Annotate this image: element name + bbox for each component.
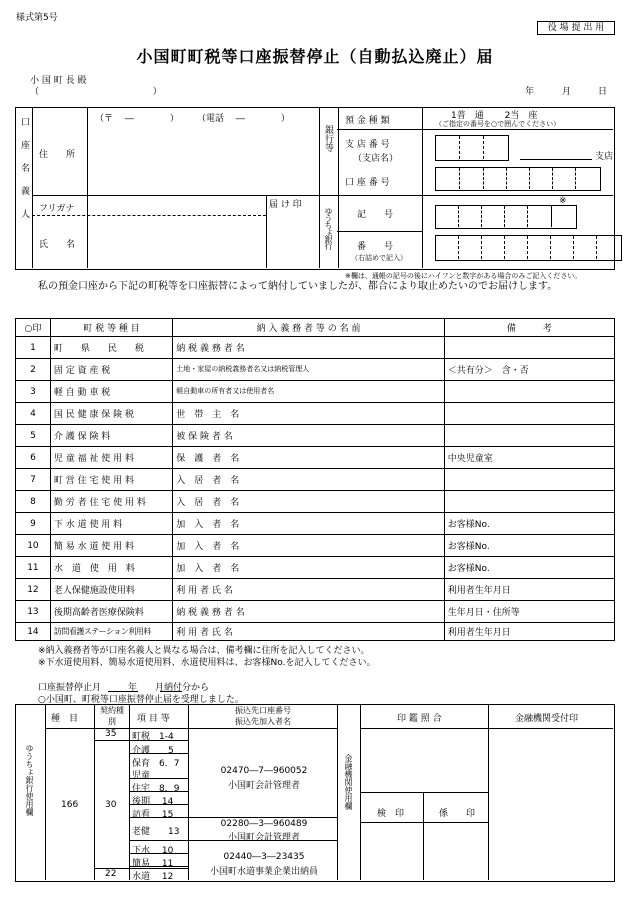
phone-number: （電話 ― ） [197, 114, 290, 124]
account-block [15, 107, 615, 270]
row-payer: 入 居 者 名 [173, 469, 444, 491]
header-mark: ○印 [16, 319, 51, 337]
row-payer: 利 用 者 氏 名 [173, 623, 444, 641]
row-remarks: お客様No. [444, 513, 614, 535]
table-row [16, 557, 615, 579]
contract-22: 22 [105, 869, 117, 879]
table-row [16, 447, 615, 469]
office-stamp: 役 場 提 出 用 [537, 21, 615, 35]
row-payer: 世 帯 主 名 [173, 403, 444, 425]
table-row [16, 491, 615, 513]
stop-month-line: 口座振替停止月 年 月納付分から [38, 683, 210, 693]
accepted-line: ○小国町、町税等口座振替停止届を受理しました。 [38, 695, 244, 705]
row-tax-type: 勤 労 者 住 宅 使 用 料 [50, 491, 172, 513]
row-payer: 加 入 者 名 [173, 557, 444, 579]
page-title: 小国町町税等口座振替停止（自動払込廃止）届 [136, 47, 494, 66]
yucho-note: ※欄は、通帳の記号の後にハイフンと数字がある場合のみご記入ください。 [345, 272, 582, 280]
addressee: 小 国 町 長 殿 [30, 76, 87, 86]
row-tax-type: 介 護 保 険 料 [50, 425, 172, 447]
row-remarks [444, 469, 614, 491]
row-remarks: お客様No. [444, 535, 614, 557]
item-0: 町税 1-4 [132, 732, 174, 742]
row-tax-type: 町 営 住 宅 使 用 料 [50, 469, 172, 491]
table-row [16, 403, 615, 425]
yucho-use-label: ゆうちょ銀行使用欄 [25, 744, 34, 816]
row-remarks [444, 403, 614, 425]
form-number: 様式第5号 [16, 13, 58, 23]
row-number[interactable]: 12 [16, 579, 51, 601]
row-remarks: 生年月日・住所等 [444, 601, 614, 623]
deposit-note: （ご指定の番号を○で囲んでください） [435, 120, 561, 128]
row-tax-type: 水 道 使 用 料 [50, 557, 172, 579]
dest1-name: 小国町会計管理者 [227, 781, 300, 791]
account-label: 口 座 番 号 [345, 178, 390, 188]
item-6: 訪看 15 [132, 810, 174, 820]
bank-side-label: 銀行等 [323, 125, 333, 152]
row-number[interactable]: 2 [16, 359, 51, 381]
row-remarks: 中央児童室 [444, 447, 614, 469]
branch-number-input[interactable] [435, 135, 509, 161]
table-row [16, 425, 615, 447]
row-payer: 加 入 者 名 [173, 535, 444, 557]
table-row [16, 469, 615, 491]
address-label: 住 所 [39, 150, 76, 160]
row-payer: 加 入 者 名 [173, 513, 444, 535]
seal-check: 印 鑑 照 合 [397, 714, 442, 724]
row-remarks [444, 491, 614, 513]
yucho-symbol-label: 記 号 [357, 210, 394, 220]
row-tax-type: 国 民 健 康 保 険 税 [50, 403, 172, 425]
item-2: 保育 6．7 [132, 759, 180, 769]
row-tax-type: 後期高齢者医療保険料 [50, 601, 172, 623]
row-number[interactable]: 13 [16, 601, 51, 623]
yucho-number-sub: （右詰めで記入） [351, 254, 407, 262]
table-row [16, 513, 615, 535]
row-number[interactable]: 3 [16, 381, 51, 403]
row-remarks: 利用者生年月日 [444, 623, 614, 641]
deposit-type-label: 預 金 種 類 [345, 116, 390, 126]
row-tax-type: 下 水 道 使 用 料 [50, 513, 172, 535]
item-8: 下水 10 [132, 846, 174, 856]
row-tax-type: 老人保健施設使用料 [50, 579, 172, 601]
dest2-name: 小国町会計管理者 [227, 833, 300, 843]
yucho-symbol-input[interactable] [435, 205, 577, 229]
header-type: 町 税 等 種 目 [50, 319, 172, 337]
row-remarks [444, 381, 614, 403]
table-row [16, 359, 615, 381]
row-number[interactable]: 11 [16, 557, 51, 579]
contract-30: 30 [105, 800, 117, 810]
item-10: 水道 12 [132, 872, 174, 882]
row-number[interactable]: 14 [16, 623, 51, 641]
header-payer: 納 入 義 務 者 等 の 名 前 [173, 319, 444, 337]
inspect-seal: 検 印 [377, 809, 405, 819]
row-payer: 被 保 険 者 名 [173, 425, 444, 447]
h-kind: 種 目 [51, 714, 79, 724]
yucho-side-label: ゆうちょ銀行 [324, 207, 333, 249]
table-row [16, 381, 615, 403]
row-remarks [444, 425, 614, 447]
clerk-seal: 係 印 [439, 809, 476, 819]
postal-code: （〒 ― ） [95, 114, 179, 124]
note-2: ※下水道使用料、簡易水道使用料、水道使用料は、お客様No.を記入してください。 [38, 658, 376, 668]
dest3-name: 小国町水道事業企業出納員 [209, 867, 318, 877]
date-month: 月 [562, 87, 572, 97]
h-dest: 振込先口座番号 振込先加入者名 [235, 706, 291, 726]
deposit-options: 1普 通 2当 座 [451, 111, 538, 121]
row-number[interactable]: 1 [16, 337, 51, 359]
table-row [16, 337, 615, 359]
table-row [16, 601, 615, 623]
header-remarks: 備 考 [444, 319, 614, 337]
seal-label: 届 け 印 [269, 200, 302, 210]
name-label: 氏 名 [39, 240, 76, 250]
fin-use-label: 金融機関使用欄 [344, 754, 353, 810]
dest1-account: 02470―7―960052 [220, 766, 308, 776]
row-payer: 保 護 者 名 [173, 447, 444, 469]
row-tax-type: 固 定 資 産 税 [50, 359, 172, 381]
branch-label: 支 店 番 号 [345, 140, 390, 150]
table-row [16, 535, 615, 557]
dest2-account: 02280―3―960489 [220, 819, 308, 829]
row-number[interactable]: 4 [16, 403, 51, 425]
row-payer: 軽自動車の所有者又は使用者名 [173, 381, 444, 403]
table-row [16, 623, 615, 641]
row-payer: 入 居 者 名 [173, 491, 444, 513]
yucho-star: ※ [559, 196, 567, 206]
item-7: 老健 13 [132, 827, 180, 837]
item-9: 簡易 11 [132, 859, 174, 869]
row-payer: 利 用 者 氏 名 [173, 579, 444, 601]
branch-suffix: 支店 [595, 152, 614, 162]
row-payer: 納 税 義 務 者 名 [173, 337, 444, 359]
holder-side-label: 口座名義人 [19, 117, 29, 232]
row-number[interactable]: 10 [16, 535, 51, 557]
tax-table [15, 318, 615, 641]
bottom-table [15, 704, 615, 882]
item-1: 介護 5 [132, 746, 174, 756]
receipt-stamp: 金融機関受付印 [515, 714, 579, 724]
kind-value: 166 [61, 800, 79, 810]
table-row [16, 579, 615, 601]
yucho-number-input[interactable] [435, 235, 622, 261]
item-4: 住宅 8．9 [132, 784, 180, 794]
row-remarks: 利用者生年月日 [444, 579, 614, 601]
date-year: 年 [525, 87, 535, 97]
row-tax-type: 軽 自 動 車 税 [50, 381, 172, 403]
h-contract: 契約種別 [100, 706, 124, 726]
yucho-number-label: 番 号 [357, 242, 394, 252]
item-3: 児童 [132, 771, 151, 781]
row-number[interactable]: 7 [16, 469, 51, 491]
h-item: 項 目 等 [137, 714, 170, 724]
addressee-paren: （ ） [30, 87, 162, 97]
row-number[interactable]: 5 [16, 425, 51, 447]
row-remarks: ＜共有分＞ 含・否 [444, 359, 614, 381]
row-payer: 納 税 義 務 者 名 [173, 601, 444, 623]
row-remarks: お客様No. [444, 557, 614, 579]
row-tax-type: 児 童 福 祉 使 用 料 [50, 447, 172, 469]
row-tax-type: 訪問看護ステーション利用料 [50, 623, 172, 641]
row-number[interactable]: 6 [16, 447, 51, 469]
furigana-label: フリガナ [39, 204, 75, 214]
row-number[interactable]: 9 [16, 513, 51, 535]
contract-35: 35 [105, 729, 117, 739]
dest3-account: 02440―3―23435 [223, 852, 305, 862]
item-5: 後期 14 [132, 797, 174, 807]
note-1: ※納入義務者等が口座名義人と異なる場合は、備考欄に住所を記入してください。 [38, 646, 370, 656]
row-tax-type: 簡 易 水 道 使 用 料 [50, 535, 172, 557]
row-number[interactable]: 8 [16, 491, 51, 513]
statement: 私の預金口座から下記の町税等を口座振替によって納付していましたが、都合により取止めたいのでお届けします。 [38, 281, 558, 292]
date-day: 日 [598, 87, 608, 97]
branch-sub: （支店名） [353, 154, 399, 164]
row-payer: 土地・家屋の納税義務者名又は納税管理人 [173, 359, 444, 381]
row-tax-type: 町 県 民 税 [50, 337, 172, 359]
row-remarks [444, 337, 614, 359]
